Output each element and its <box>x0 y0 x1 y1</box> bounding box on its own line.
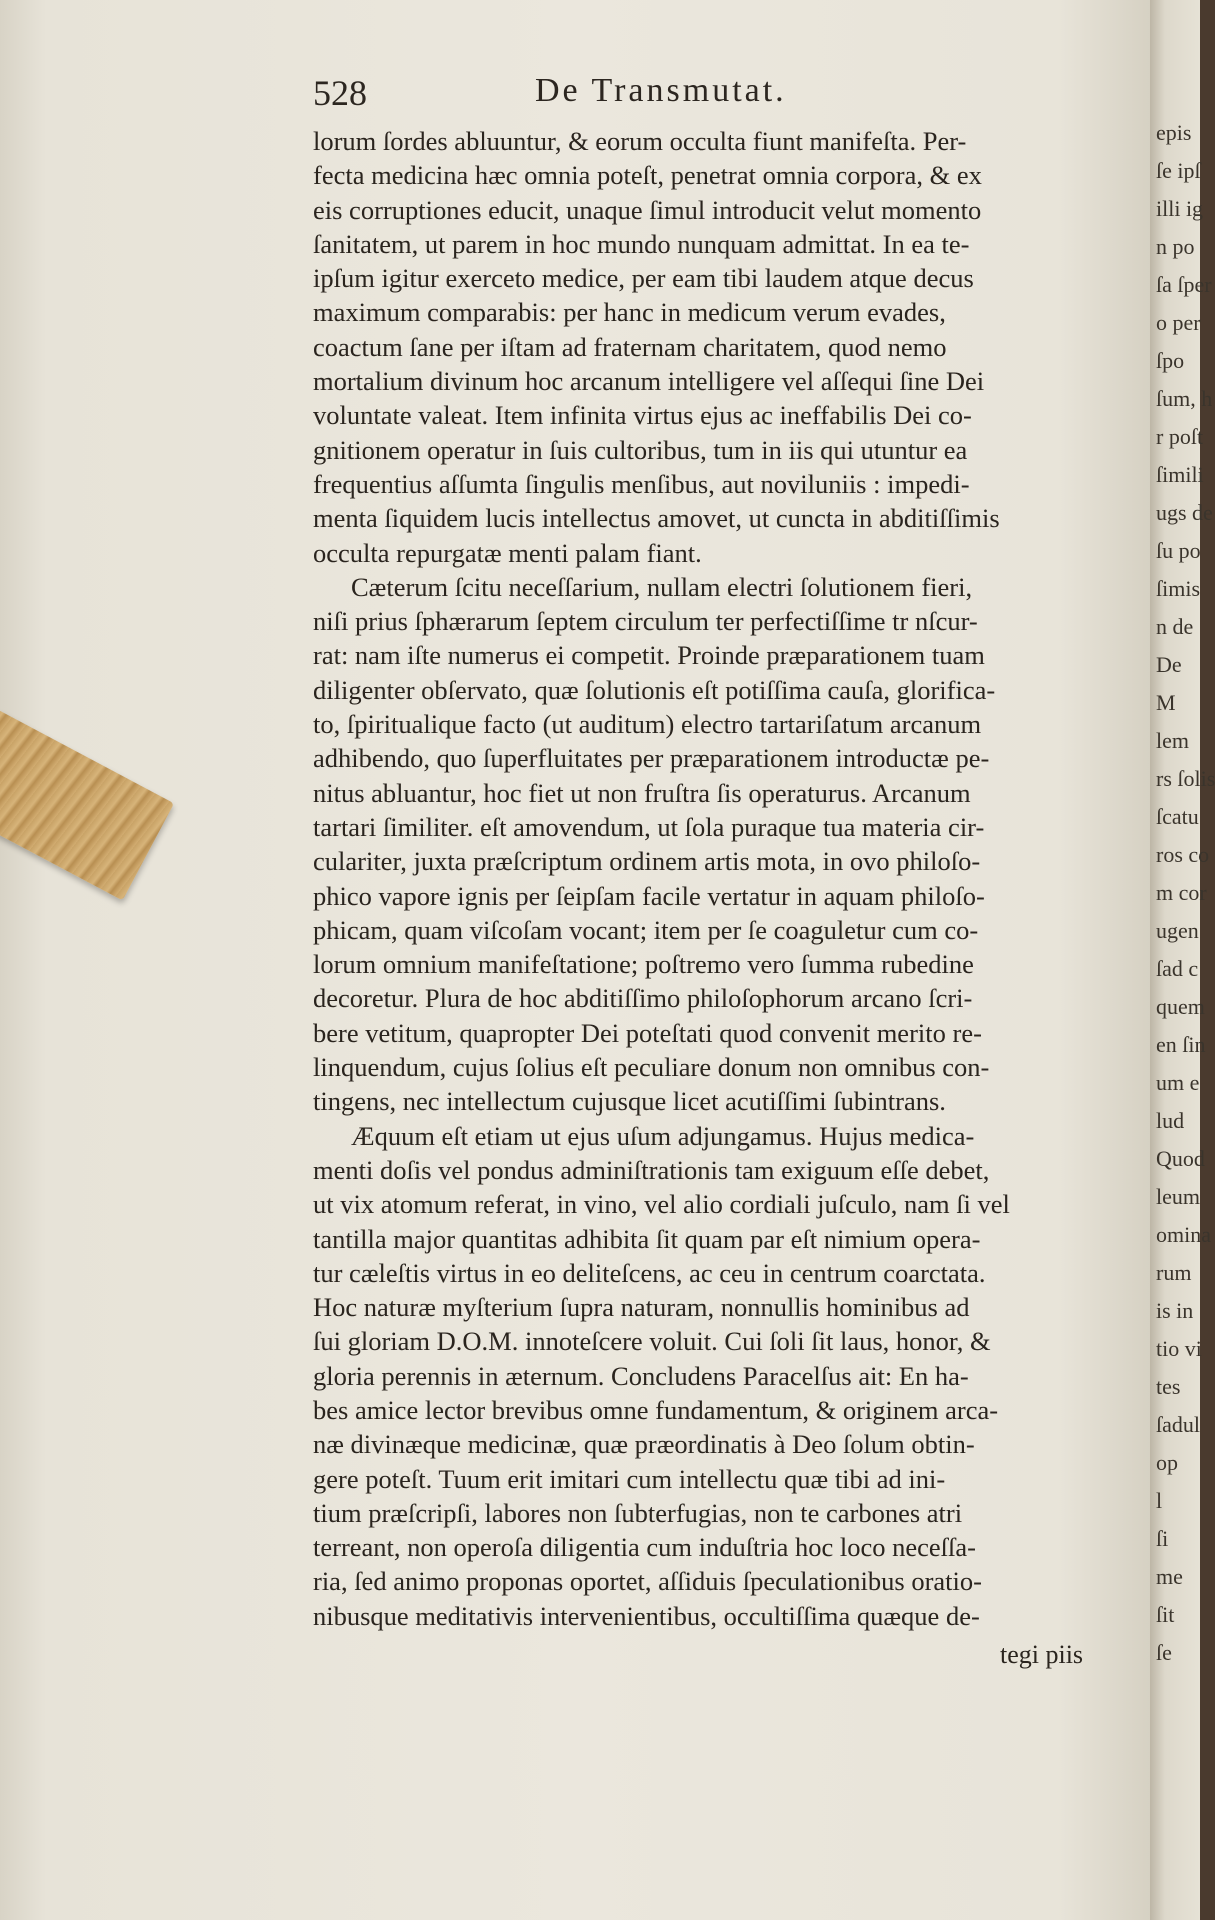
running-title: De Transmutat. <box>535 72 787 109</box>
text-line: nibusque meditativis intervenientibus, occultiſſima quæque de- <box>313 1600 980 1631</box>
facing-page-fragment: De <box>1156 652 1182 677</box>
text-line: gere poteſt. Tuum erit imitari cum intellectu quæ tibi ad ini- <box>313 1463 946 1494</box>
text-line: gnitionem operatur in ſuis cultoribus, tum in iis qui utuntur ea <box>313 434 968 465</box>
text-line: linquendum, cujus ſolius eſt peculiare donum non omnibus con- <box>313 1052 990 1083</box>
facing-page-fragment: ſe <box>1156 1640 1172 1665</box>
page-header <box>313 72 1143 116</box>
facing-page-fragment: illi ig <box>1156 196 1204 221</box>
text-line: mortalium divinum hoc arcanum intelligere vel aſſequi ſine Dei <box>313 366 985 397</box>
facing-page-fragment: ſimili <box>1156 462 1204 487</box>
facing-page-fragment: um e <box>1156 1070 1200 1095</box>
text-line: diligenter obſervato, quæ ſolutionis eſt potiſſima cauſa, glorifica- <box>313 674 996 705</box>
wooden-bookmark <box>0 709 174 900</box>
facing-page-fragment: o per <box>1156 310 1201 335</box>
text-line: ſui gloriam D.O.M. innoteſcere voluit. Cui ſoli ſit laus, honor, & <box>313 1326 991 1357</box>
text-line: culariter, juxta præſcriptum ordinem artis mota, in ovo philoſo- <box>313 846 981 877</box>
text-line: ut vix atomum referat, in vino, vel alio cordiali juſculo, nam ſi vel <box>313 1189 1010 1220</box>
catchword: tegi piis <box>1000 1640 1084 1669</box>
facing-page-fragment: ſad c <box>1156 956 1199 981</box>
text-line: decoretur. Plura de hoc abditiſſimo philoſophorum arcano ſcri- <box>313 983 973 1014</box>
text-line: tantilla major quantitas adhibita ſit quam par eſt nimium opera- <box>313 1223 981 1254</box>
facing-page-fragment: ſa ſper <box>1156 272 1212 297</box>
text-line: tartari ſimiliter. eſt amovendum, ut ſola puraque tua materia cir- <box>313 811 985 842</box>
facing-page-fragment: tes <box>1156 1374 1181 1399</box>
page-number: 528 <box>313 73 367 113</box>
facing-page-fragment: ſit <box>1156 1602 1175 1627</box>
text-line: coactum ſane per iſtam ad fraternam charitatem, quod nemo <box>313 331 947 362</box>
text-line: nitus abluantur, hoc fiet ut non fruſtra ſis operaturus. Arcanum <box>313 777 971 808</box>
text-line: lorum ſordes abluuntur, & eorum occulta fiunt manifeſta. Per- <box>313 126 967 156</box>
text-line: ria, ſed animo proponas oportet, aſſiduis ſpeculationibus oratio- <box>313 1566 982 1597</box>
facing-page-fragment: ros co <box>1156 842 1210 867</box>
text-line: phico vapore ignis per ſeipſam facile vertatur in aquam philoſo- <box>313 880 985 911</box>
facing-page-fragment: ſpo <box>1156 348 1185 373</box>
facing-page-fragment: ſe ipſ <box>1156 158 1201 183</box>
facing-page-fragment: ſu po <box>1156 538 1201 563</box>
text-line: phicam, quam viſcoſam vocant; item per ſe coaguletur cum co- <box>313 914 979 945</box>
facing-page-fragment: M <box>1156 690 1176 715</box>
facing-page-fragment: rum <box>1156 1260 1192 1285</box>
facing-page-fragment: leum <box>1156 1184 1200 1209</box>
facing-page-fragment: ſcatu <box>1156 804 1199 829</box>
text-line: frequentius aſſumta ſingulis menſibus, aut noviluniis : impedi- <box>313 468 970 499</box>
facing-page-fragment: ugen <box>1156 918 1199 943</box>
facing-page-fragment: op <box>1156 1450 1178 1475</box>
facing-page-fragment: rs ſolis <box>1156 766 1215 791</box>
text-line: bere vetitum, quapropter Dei poteſtati quod convenit merito re- <box>313 1017 982 1048</box>
text-line: terreant, non operoſa diligentia cum induſtria hoc loco neceſſa- <box>313 1532 976 1563</box>
facing-page-fragment: ugs de <box>1156 500 1213 525</box>
text-line: occulta repurgatæ menti palam fiant. <box>313 537 702 568</box>
text-line: lorum omnium manifeſtatione; poſtremo vero ſumma rubedine <box>313 949 974 980</box>
facing-page-fragment: r poſt <box>1156 424 1204 449</box>
facing-page-fragment: ſimis <box>1156 576 1201 601</box>
facing-page-fragment: is in <box>1156 1298 1194 1323</box>
text-line: niſi prius ſphærarum ſeptem circulum ter perfectiſſime tr nſcur- <box>313 606 978 637</box>
text-line: tur cæleſtis virtus in eo deliteſcens, ac ceu in centrum coarctata. <box>313 1257 986 1288</box>
facing-page-fragment: n po <box>1156 234 1195 259</box>
text-line: ſanitatem, ut parem in hoc mundo nunquam admittat. In ea te- <box>313 228 970 259</box>
facing-page-fragment: omina <box>1156 1222 1211 1247</box>
body-text <box>313 124 1143 1633</box>
text-line: tium præſcripſi, labores non ſubterfugias, non te carbones atri <box>313 1497 963 1528</box>
text-line: gloria perennis in æternum. Concludens Paracelſus ait: En ha- <box>313 1360 969 1391</box>
facing-page-fragment: quem <box>1156 994 1205 1019</box>
text-line: maximum comparabis: per hanc in medicum verum evades, <box>313 297 946 328</box>
text-line: eis corruptiones educit, unaque ſimul introducit velut momento <box>313 194 982 225</box>
text-line: tingens, nec intellectum cujusque licet acutiſſimi ſubintrans. <box>313 1086 946 1117</box>
text-line: Cæterum ſcitu neceſſarium, nullam electri ſolutionem fieri, <box>351 571 973 602</box>
facing-page-fragment: me <box>1156 1564 1183 1589</box>
facing-page-fragment: ſadul <box>1156 1412 1200 1437</box>
facing-page-fragment: en ſin <box>1156 1032 1206 1057</box>
text-line: Hoc naturæ myſterium ſupra naturam, nonnullis hominibus ad <box>313 1292 970 1323</box>
facing-page-fragment: m cor <box>1156 880 1207 905</box>
facing-page-fragment: Quod <box>1156 1146 1205 1171</box>
facing-page-fragment: ſi <box>1156 1526 1169 1551</box>
text-line: voluntate valeat. Item infinita virtus ejus ac ineffabilis Dei co- <box>313 400 972 431</box>
text-line: adhibendo, quo ſuperfluitates per præparationem introductæ pe- <box>313 743 990 774</box>
text-line: Æquum eſt etiam ut ejus uſum adjungamus. Hujus medica- <box>351 1120 975 1151</box>
facing-page-fragment: l <box>1156 1488 1163 1513</box>
text-line: menti doſis vel pondus adminiſtrationis tam exiguum eſſe debet, <box>313 1154 990 1185</box>
facing-page-edge <box>1150 0 1215 1920</box>
facing-page-fragment: n de <box>1156 614 1194 639</box>
text-line: bes amice lector brevibus omne fundamentum, & originem arca- <box>313 1394 999 1425</box>
text-line: rat: nam iſte numerus ei competit. Proinde præparationem tuam <box>313 640 985 671</box>
text-line: to, ſpiritualique facto (ut auditum) electro tartariſatum arcanum <box>313 709 982 740</box>
facing-page-fragment: epis <box>1156 120 1192 145</box>
facing-page-fragment: ſum, h <box>1156 386 1213 411</box>
text-line: ipſum igitur exerceto medice, per eam tibi laudem atque decus <box>313 263 974 294</box>
text-line: fecta medicina hæc omnia poteſt, penetrat omnia corpora, & ex <box>313 160 982 191</box>
facing-page-fragment: lud <box>1156 1108 1185 1133</box>
facing-page-fragment: lem <box>1156 728 1189 753</box>
text-line: menta ſiquidem lucis intellectus amovet, ut cuncta in abditiſſimis <box>313 503 1000 534</box>
text-line: næ divinæque medicinæ, quæ præordinatis à Deo ſolum obtin- <box>313 1429 975 1460</box>
facing-page-fragment: tio vi <box>1156 1336 1202 1361</box>
